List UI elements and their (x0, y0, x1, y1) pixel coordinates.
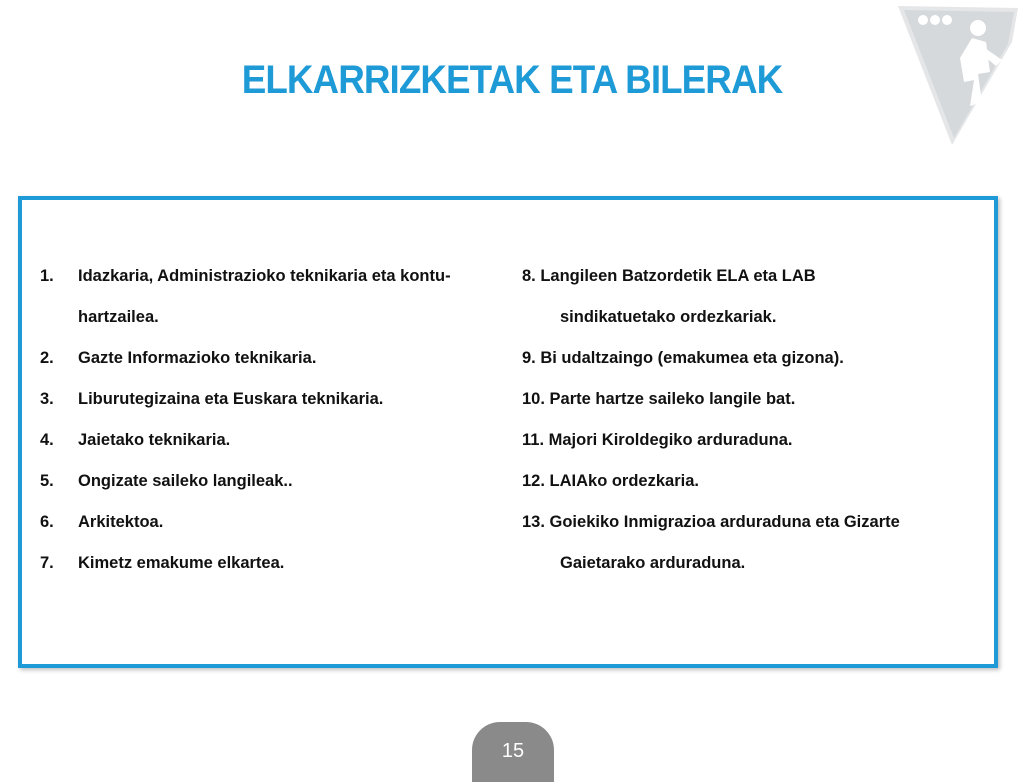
list-item (40, 549, 510, 590)
item-text: Jaietako teknikaria. (78, 431, 231, 449)
item-text: sindikatuetako ordezkariak. (560, 308, 777, 326)
page-number: 15 (501, 740, 525, 762)
list-item (522, 385, 972, 426)
item-number: 3. (40, 390, 54, 408)
list-item (522, 262, 972, 303)
content-box (18, 196, 998, 668)
item-text: 11. Majori Kiroldegiko arduraduna. (522, 431, 793, 449)
list-item-continuation (40, 303, 510, 344)
list-item (40, 344, 510, 385)
item-number: 6. (40, 513, 54, 531)
list-item (522, 344, 972, 385)
item-text: 10. Parte hartze saileko langile bat. (522, 390, 796, 408)
item-number: 2. (40, 349, 54, 367)
item-text: 12. LAIAko ordezkaria. (522, 472, 699, 490)
item-text: Liburutegizaina eta Euskara teknikaria. (78, 390, 384, 408)
slide-title: ELKARRIZKETAK ETA BILERAK (241, 58, 783, 102)
left-column (40, 262, 510, 590)
right-column (522, 262, 972, 590)
list-item (40, 262, 510, 303)
item-text: Ongizate saileko langileak.. (78, 472, 293, 490)
list-item (522, 467, 972, 508)
list-item (40, 508, 510, 549)
item-number: 1. (40, 267, 54, 285)
list-item (522, 508, 972, 549)
item-number: 4. (40, 431, 54, 449)
item-text: Idazkaria, Administrazioko teknikaria eta kontu- (78, 267, 451, 285)
item-number: 7. (40, 554, 54, 572)
list-item (40, 426, 510, 467)
list-item-continuation (522, 303, 972, 344)
item-text: Gazte Informazioko teknikaria. (78, 349, 317, 367)
item-text: Kimetz emakume elkartea. (78, 554, 285, 572)
item-number: 5. (40, 472, 54, 490)
item-text: hartzailea. (78, 308, 159, 326)
list-item (40, 467, 510, 508)
bowling-player-logo-icon (890, 2, 1020, 147)
item-text: 13. Goiekiko Inmigrazioa arduraduna eta Gizarte (522, 513, 900, 531)
list-item-continuation (522, 549, 972, 590)
item-text: Arkitektoa. (78, 513, 164, 531)
list-item (522, 426, 972, 467)
page-number-tab (472, 722, 554, 782)
list-item (40, 385, 510, 426)
item-text: 8. Langileen Batzordetik ELA eta LAB (522, 267, 816, 285)
item-text: Gaietarako arduraduna. (560, 554, 746, 572)
item-text: 9. Bi udaltzaingo (emakumea eta gizona). (522, 349, 844, 367)
